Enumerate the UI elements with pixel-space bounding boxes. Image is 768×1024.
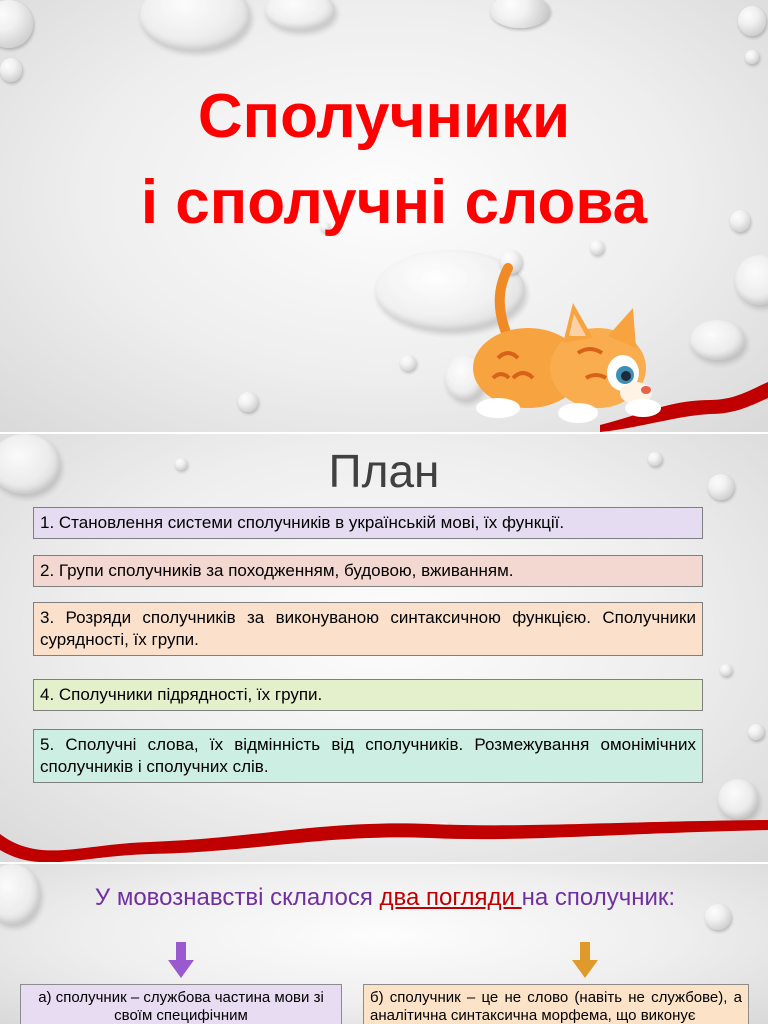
- water-drop-icon: [238, 392, 258, 412]
- intro-text: [30, 882, 740, 914]
- red-ribbon: [0, 814, 768, 862]
- plan-item-1: 1. Становлення системи сполучників в українській мові, їх функції.: [33, 507, 703, 539]
- water-drop-icon: [745, 50, 759, 64]
- arrow-down-icon: [572, 942, 598, 978]
- water-drop-icon: [690, 320, 745, 360]
- plan-slide: [0, 434, 768, 862]
- slide-title-line-2: і сполучні слова: [140, 168, 648, 237]
- view-a-box: а) сполучник – службова частина мови зі своїм специфічним: [20, 984, 342, 1024]
- kitten-icon: [468, 248, 668, 432]
- title-slide: [0, 0, 768, 432]
- intro-text-start: У мовознавстві склалося: [94, 884, 380, 911]
- view-b-box: б) сполучник – це не слово (навіть не службове), а аналітична синтаксична морфема, що виконує: [363, 984, 749, 1024]
- plan-item-2: 2. Групи сполучників за походженням, будовою, вживанням.: [33, 555, 703, 587]
- intro-highlight: два погляди: [379, 884, 522, 911]
- plan-title: План: [328, 445, 440, 497]
- water-drop-icon: [400, 355, 416, 371]
- slide-title-line-1: Сполучники: [197, 82, 571, 151]
- views-slide: [0, 864, 768, 1024]
- water-drop-icon: [0, 58, 22, 82]
- plan-item-3: 3. Розряди сполучників за виконуваною синтаксичною функцією. Сполучники сурядності, їх групи.: [33, 602, 703, 656]
- water-drop-icon: [718, 779, 758, 819]
- water-drop-icon: [738, 6, 766, 36]
- water-drop-icon: [748, 724, 764, 740]
- arrow-down-icon: [168, 942, 194, 978]
- plan-item-5: 5. Сполучні слова, їх відмінність від сполучників. Розмежування омонімічних сполучників і сполучних слів.: [33, 729, 703, 783]
- intro-text-end: на сполучник:: [521, 884, 676, 911]
- plan-item-4: 4. Сполучники підрядності, їх групи.: [33, 679, 703, 711]
- water-drop-icon: [720, 664, 732, 676]
